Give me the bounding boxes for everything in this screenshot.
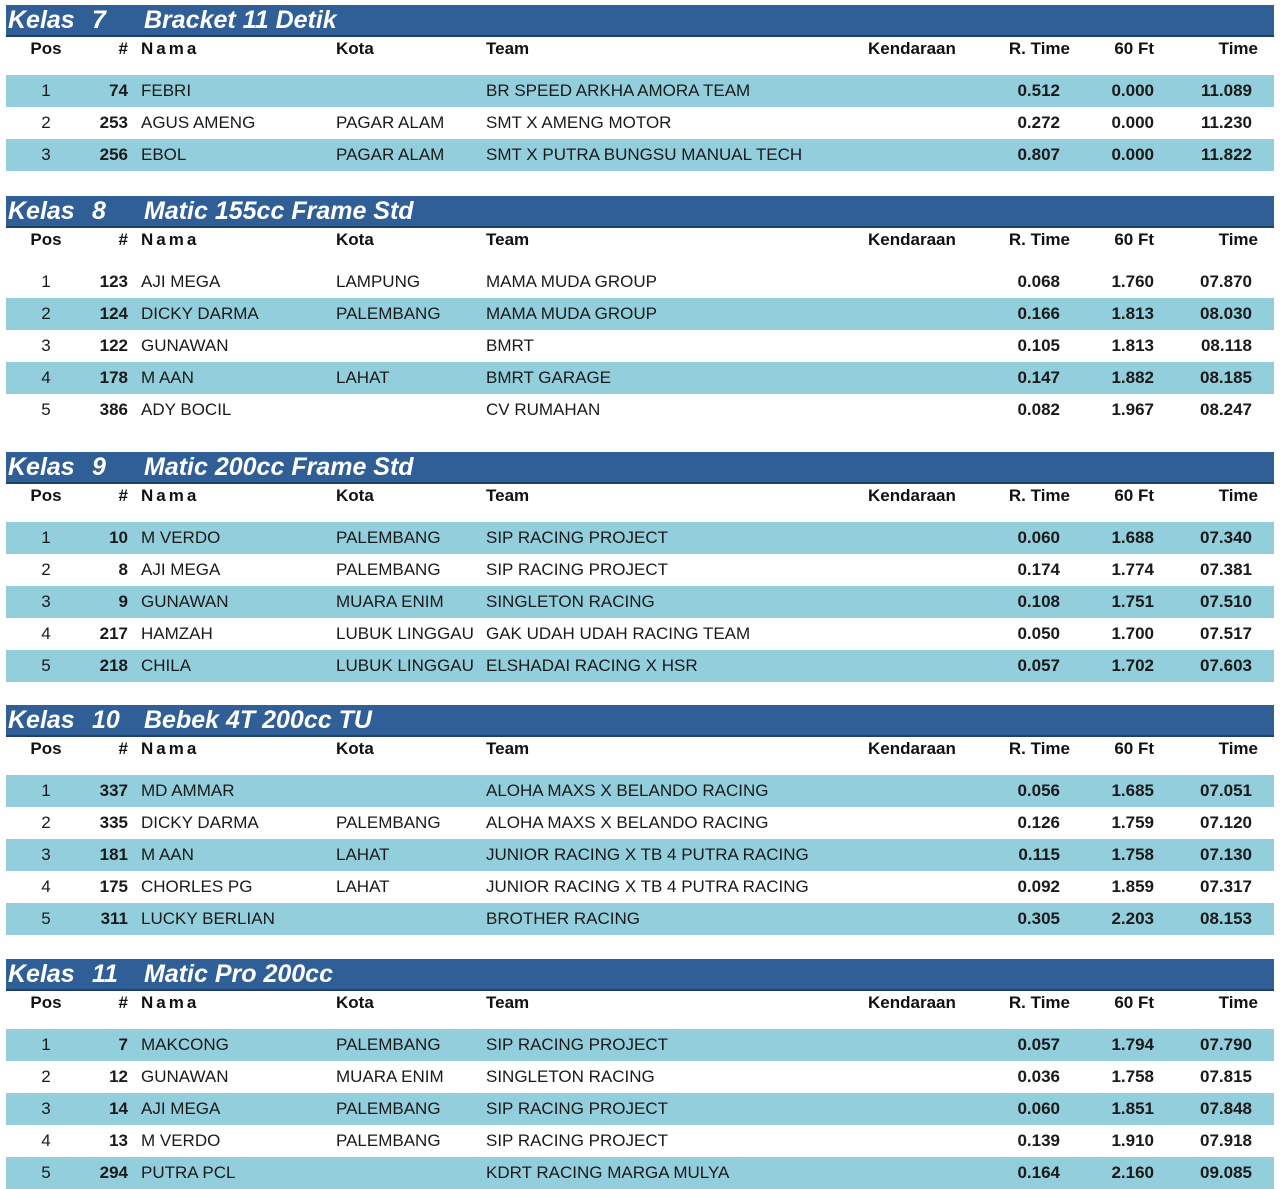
- cell-no: 9: [118, 592, 128, 611]
- cell-kota: LUBUK LINGGAU: [336, 624, 474, 643]
- cell-ft60: 1.700: [1111, 624, 1154, 643]
- cell-nama: EBOL: [141, 145, 187, 164]
- cell-time: 07.870: [1200, 272, 1252, 291]
- cell-nama: PUTRA PCL: [141, 1163, 236, 1182]
- table-row: [6, 1029, 1274, 1061]
- cell-ft60: 2.160: [1111, 1163, 1154, 1182]
- cell-rtime: 0.056: [1017, 781, 1060, 800]
- cell-ft60: 1.702: [1111, 656, 1154, 675]
- column-header-pos: Pos: [30, 739, 62, 758]
- column-header-kota: Kota: [336, 486, 374, 505]
- class-label: Kelas: [8, 706, 75, 734]
- cell-kota: PAGAR ALAM: [336, 113, 445, 132]
- table-row: [6, 586, 1274, 618]
- table-row: [6, 266, 1274, 298]
- cell-ft60: 1.774: [1111, 560, 1154, 579]
- results-rows: [6, 75, 1274, 171]
- cell-pos: 2: [41, 113, 51, 132]
- table-row: [6, 1125, 1274, 1157]
- cell-pos: 1: [41, 528, 51, 547]
- table-row: [6, 807, 1274, 839]
- column-header-time: Time: [1218, 993, 1258, 1012]
- column-header-kend: Kendaraan: [868, 39, 956, 58]
- table-row: [6, 1061, 1274, 1093]
- class-name: Matic Pro 200cc: [144, 960, 333, 988]
- cell-time: 11.822: [1200, 145, 1252, 164]
- class-section: [6, 452, 1274, 682]
- column-header-team: Team: [486, 993, 530, 1012]
- cell-ft60: 1.813: [1111, 336, 1154, 355]
- cell-rtime: 0.126: [1017, 813, 1060, 832]
- cell-team: ELSHADAI RACING X HSR: [486, 656, 698, 675]
- cell-ft60: 1.910: [1111, 1131, 1154, 1150]
- cell-team: SINGLETON RACING: [486, 592, 655, 611]
- column-header-pos: Pos: [30, 993, 62, 1012]
- column-header-row: [6, 37, 1274, 61]
- class-section: [6, 959, 1274, 1189]
- cell-nama: AJI MEGA: [141, 560, 221, 579]
- cell-time: 08.153: [1200, 909, 1252, 928]
- results-rows: [6, 1029, 1274, 1189]
- cell-kota: LAMPUNG: [336, 272, 421, 291]
- cell-team: SMT X AMENG MOTOR: [486, 113, 672, 132]
- cell-ft60: 1.859: [1111, 877, 1154, 896]
- column-header-kend: Kendaraan: [868, 739, 956, 758]
- cell-ft60: 1.688: [1111, 528, 1154, 547]
- cell-team: SIP RACING PROJECT: [486, 528, 668, 547]
- cell-ft60: 0.000: [1111, 145, 1154, 164]
- cell-nama: GUNAWAN: [141, 1067, 229, 1086]
- column-header-kota: Kota: [336, 39, 374, 58]
- cell-team: BR SPEED ARKHA AMORA TEAM: [486, 81, 751, 100]
- column-header-kota: Kota: [336, 230, 374, 249]
- column-header-nama: Nama: [141, 486, 200, 505]
- class-number: 11: [92, 960, 118, 988]
- class-section: [6, 705, 1274, 935]
- column-header-ft60: 60 Ft: [1114, 39, 1154, 58]
- table-row: [6, 839, 1274, 871]
- cell-no: 10: [109, 528, 128, 547]
- cell-kota: LAHAT: [336, 877, 390, 896]
- cell-no: 181: [99, 845, 128, 864]
- cell-rtime: 0.068: [1017, 272, 1060, 291]
- column-header-nama: Nama: [141, 739, 200, 758]
- cell-rtime: 0.057: [1017, 656, 1060, 675]
- cell-pos: 4: [41, 877, 51, 896]
- cell-pos: 2: [41, 560, 51, 579]
- cell-nama: ADY BOCIL: [141, 400, 232, 419]
- class-name: Matic 200cc Frame Std: [144, 453, 414, 481]
- cell-pos: 3: [41, 336, 51, 355]
- cell-nama: GUNAWAN: [141, 592, 229, 611]
- cell-no: 335: [99, 813, 128, 832]
- class-section: [6, 5, 1274, 171]
- column-header-rtime: R. Time: [1008, 39, 1070, 58]
- class-label: Kelas: [8, 453, 75, 481]
- cell-rtime: 0.050: [1017, 624, 1060, 643]
- table-row: [6, 522, 1274, 554]
- column-header-pos: Pos: [30, 230, 62, 249]
- cell-pos: 2: [41, 304, 51, 323]
- cell-team: ALOHA MAXS X BELANDO RACING: [486, 781, 769, 800]
- cell-pos: 2: [41, 813, 51, 832]
- cell-pos: 5: [41, 1163, 51, 1182]
- cell-team: BROTHER RACING: [486, 909, 640, 928]
- cell-ft60: 1.760: [1111, 272, 1154, 291]
- cell-rtime: 0.115: [1018, 845, 1060, 864]
- class-name: Bebek 4T 200cc TU: [144, 706, 372, 734]
- column-header-row: [6, 991, 1274, 1015]
- column-header-no: #: [118, 230, 128, 249]
- cell-pos: 1: [41, 272, 51, 291]
- column-header-time: Time: [1218, 39, 1258, 58]
- cell-kota: MUARA ENIM: [336, 1067, 444, 1086]
- column-header-row: [6, 484, 1274, 508]
- column-header-kend: Kendaraan: [868, 230, 956, 249]
- cell-kota: LAHAT: [336, 368, 390, 387]
- cell-ft60: 1.758: [1111, 1067, 1154, 1086]
- column-header-rtime: R. Time: [1008, 230, 1070, 249]
- cell-kota: PALEMBANG: [336, 813, 441, 832]
- cell-pos: 4: [41, 368, 51, 387]
- table-row: [6, 1093, 1274, 1125]
- cell-nama: AJI MEGA: [141, 1099, 221, 1118]
- cell-rtime: 0.512: [1017, 81, 1060, 100]
- cell-rtime: 0.092: [1017, 877, 1060, 896]
- cell-rtime: 0.060: [1017, 1099, 1060, 1118]
- cell-pos: 5: [41, 656, 51, 675]
- cell-kota: PALEMBANG: [336, 1131, 441, 1150]
- column-header-nama: Nama: [141, 230, 200, 249]
- column-header-team: Team: [486, 486, 530, 505]
- cell-nama: DICKY DARMA: [141, 813, 259, 832]
- cell-kota: PAGAR ALAM: [336, 145, 445, 164]
- cell-time: 08.247: [1200, 400, 1252, 419]
- cell-no: 294: [99, 1163, 128, 1182]
- class-label: Kelas: [8, 197, 75, 225]
- class-name: Bracket 11 Detik: [144, 6, 337, 34]
- column-header-nama: Nama: [141, 993, 200, 1012]
- cell-ft60: 1.813: [1111, 304, 1154, 323]
- cell-team: GAK UDAH UDAH RACING TEAM: [486, 624, 751, 643]
- cell-kota: PALEMBANG: [336, 560, 441, 579]
- cell-team: SIP RACING PROJECT: [486, 560, 668, 579]
- cell-no: 8: [118, 560, 128, 579]
- cell-rtime: 0.036: [1017, 1067, 1060, 1086]
- cell-team: MAMA MUDA GROUP: [486, 304, 657, 323]
- column-header-kend: Kendaraan: [868, 486, 956, 505]
- cell-rtime: 0.174: [1017, 560, 1060, 579]
- cell-ft60: 1.882: [1111, 368, 1154, 387]
- cell-no: 217: [99, 624, 128, 643]
- column-header-kota: Kota: [336, 739, 374, 758]
- cell-pos: 5: [41, 909, 51, 928]
- cell-time: 07.815: [1200, 1067, 1252, 1086]
- cell-time: 07.603: [1200, 656, 1252, 675]
- cell-time: 07.120: [1200, 813, 1252, 832]
- table-row: [6, 330, 1274, 362]
- cell-kota: PALEMBANG: [336, 304, 441, 323]
- column-header-kend: Kendaraan: [868, 993, 956, 1012]
- cell-kota: PALEMBANG: [336, 1099, 441, 1118]
- column-header-ft60: 60 Ft: [1114, 739, 1154, 758]
- results-rows: [6, 775, 1274, 935]
- cell-team: SIP RACING PROJECT: [486, 1099, 668, 1118]
- cell-team: JUNIOR RACING X TB 4 PUTRA RACING: [486, 845, 809, 864]
- cell-pos: 3: [41, 592, 51, 611]
- cell-no: 122: [99, 336, 128, 355]
- cell-ft60: 1.794: [1111, 1035, 1154, 1054]
- cell-time: 08.030: [1200, 304, 1252, 323]
- cell-kota: MUARA ENIM: [336, 592, 444, 611]
- cell-nama: M VERDO: [141, 1131, 221, 1150]
- column-header-ft60: 60 Ft: [1114, 230, 1154, 249]
- cell-nama: HAMZAH: [141, 624, 213, 643]
- cell-ft60: 1.967: [1111, 400, 1154, 419]
- cell-rtime: 0.057: [1017, 1035, 1060, 1054]
- cell-ft60: 1.851: [1111, 1099, 1154, 1118]
- cell-pos: 2: [41, 1067, 51, 1086]
- cell-nama: M AAN: [141, 845, 194, 864]
- table-row: [6, 871, 1274, 903]
- cell-rtime: 0.082: [1017, 400, 1060, 419]
- cell-no: 386: [99, 400, 128, 419]
- class-title-bar: [6, 5, 1274, 37]
- cell-time: 07.051: [1200, 781, 1252, 800]
- cell-rtime: 0.060: [1017, 528, 1060, 547]
- class-title-bar: [6, 196, 1274, 228]
- cell-rtime: 0.105: [1017, 336, 1060, 355]
- class-number: 10: [92, 706, 120, 734]
- class-label: Kelas: [8, 6, 75, 34]
- cell-rtime: 0.147: [1017, 368, 1060, 387]
- class-name: Matic 155cc Frame Std: [144, 197, 414, 225]
- cell-no: 14: [109, 1099, 128, 1118]
- column-header-pos: Pos: [30, 39, 62, 58]
- table-row: [6, 903, 1274, 935]
- cell-rtime: 0.272: [1017, 113, 1060, 132]
- column-header-no: #: [118, 39, 128, 58]
- column-header-team: Team: [486, 739, 530, 758]
- cell-no: 311: [100, 909, 128, 928]
- cell-nama: MAKCONG: [141, 1035, 229, 1054]
- class-section: [6, 196, 1274, 426]
- column-header-no: #: [118, 486, 128, 505]
- cell-pos: 3: [41, 145, 51, 164]
- column-header-time: Time: [1218, 739, 1258, 758]
- cell-time: 07.510: [1200, 592, 1252, 611]
- cell-pos: 5: [41, 400, 51, 419]
- column-header-no: #: [118, 739, 128, 758]
- cell-nama: MD AMMAR: [141, 781, 235, 800]
- cell-ft60: 1.685: [1111, 781, 1154, 800]
- cell-time: 11.089: [1200, 81, 1252, 100]
- class-number: 9: [92, 453, 106, 481]
- cell-pos: 1: [41, 781, 51, 800]
- cell-rtime: 0.108: [1017, 592, 1060, 611]
- class-label: Kelas: [8, 960, 75, 988]
- cell-nama: AJI MEGA: [141, 272, 221, 291]
- cell-team: JUNIOR RACING X TB 4 PUTRA RACING: [486, 877, 809, 896]
- cell-no: 123: [99, 272, 128, 291]
- cell-team: BMRT GARAGE: [486, 368, 612, 387]
- column-header-ft60: 60 Ft: [1114, 993, 1154, 1012]
- column-header-no: #: [118, 993, 128, 1012]
- column-header-row: [6, 737, 1274, 761]
- cell-kota: PALEMBANG: [336, 1035, 441, 1054]
- cell-time: 07.130: [1200, 845, 1252, 864]
- cell-no: 12: [109, 1067, 128, 1086]
- table-row: [6, 650, 1274, 682]
- cell-nama: M AAN: [141, 368, 194, 387]
- table-row: [6, 618, 1274, 650]
- cell-rtime: 0.807: [1017, 145, 1060, 164]
- cell-time: 07.517: [1200, 624, 1252, 643]
- cell-time: 08.185: [1200, 368, 1252, 387]
- results-rows: [6, 522, 1274, 682]
- cell-nama: GUNAWAN: [141, 336, 229, 355]
- table-row: [6, 298, 1274, 330]
- cell-team: SIP RACING PROJECT: [486, 1131, 668, 1150]
- cell-kota: LAHAT: [336, 845, 390, 864]
- cell-no: 256: [99, 145, 128, 164]
- cell-time: 07.848: [1200, 1099, 1252, 1118]
- cell-no: 337: [99, 781, 128, 800]
- cell-pos: 1: [41, 1035, 51, 1054]
- cell-time: 07.790: [1200, 1035, 1252, 1054]
- column-header-ft60: 60 Ft: [1114, 486, 1154, 505]
- cell-team: BMRT: [486, 336, 534, 355]
- cell-ft60: 0.000: [1111, 113, 1154, 132]
- column-header-team: Team: [486, 39, 530, 58]
- table-row: [6, 107, 1274, 139]
- cell-pos: 4: [41, 624, 51, 643]
- results-rows: [6, 266, 1274, 426]
- cell-ft60: 1.758: [1111, 845, 1154, 864]
- cell-nama: M VERDO: [141, 528, 221, 547]
- class-number: 8: [92, 197, 106, 225]
- table-row: [6, 139, 1274, 171]
- cell-no: 124: [99, 304, 128, 323]
- column-header-row: [6, 228, 1274, 252]
- cell-rtime: 0.166: [1017, 304, 1060, 323]
- cell-time: 07.340: [1200, 528, 1252, 547]
- column-header-nama: Nama: [141, 39, 200, 58]
- table-row: [6, 1157, 1274, 1189]
- cell-pos: 3: [41, 845, 51, 864]
- cell-ft60: 2.203: [1111, 909, 1154, 928]
- cell-time: 07.918: [1200, 1131, 1252, 1150]
- cell-nama: CHORLES PG: [141, 877, 253, 896]
- cell-rtime: 0.139: [1017, 1131, 1060, 1150]
- cell-rtime: 0.164: [1017, 1163, 1060, 1182]
- cell-nama: FEBRI: [141, 81, 192, 100]
- cell-time: 07.381: [1200, 560, 1252, 579]
- table-row: [6, 394, 1274, 426]
- column-header-kota: Kota: [336, 993, 374, 1012]
- cell-no: 175: [99, 877, 128, 896]
- class-number: 7: [92, 6, 106, 34]
- column-header-team: Team: [486, 230, 530, 249]
- cell-team: SMT X PUTRA BUNGSU MANUAL TECH: [486, 145, 803, 164]
- table-row: [6, 554, 1274, 586]
- cell-time: 11.230: [1200, 113, 1252, 132]
- cell-time: 09.085: [1200, 1163, 1252, 1182]
- column-header-rtime: R. Time: [1008, 993, 1070, 1012]
- cell-nama: LUCKY BERLIAN: [141, 909, 275, 928]
- cell-time: 08.118: [1200, 336, 1252, 355]
- cell-nama: AGUS AMENG: [141, 113, 256, 132]
- cell-no: 7: [118, 1035, 128, 1054]
- cell-ft60: 0.000: [1111, 81, 1154, 100]
- cell-time: 07.317: [1200, 877, 1252, 896]
- cell-ft60: 1.751: [1111, 592, 1154, 611]
- cell-pos: 1: [41, 81, 51, 100]
- column-header-time: Time: [1218, 230, 1258, 249]
- column-header-pos: Pos: [30, 486, 62, 505]
- cell-rtime: 0.305: [1017, 909, 1060, 928]
- column-header-rtime: R. Time: [1008, 739, 1070, 758]
- cell-pos: 3: [41, 1099, 51, 1118]
- table-row: [6, 775, 1274, 807]
- cell-team: SIP RACING PROJECT: [486, 1035, 668, 1054]
- cell-team: MAMA MUDA GROUP: [486, 272, 657, 291]
- cell-pos: 4: [41, 1131, 51, 1150]
- cell-no: 253: [99, 113, 128, 132]
- cell-no: 74: [109, 81, 128, 100]
- table-row: [6, 362, 1274, 394]
- cell-nama: CHILA: [141, 656, 192, 675]
- cell-team: KDRT RACING MARGA MULYA: [486, 1163, 730, 1182]
- cell-no: 13: [109, 1131, 128, 1150]
- cell-kota: PALEMBANG: [336, 528, 441, 547]
- column-header-time: Time: [1218, 486, 1258, 505]
- cell-kota: LUBUK LINGGAU: [336, 656, 474, 675]
- cell-no: 178: [99, 368, 128, 387]
- table-row: [6, 75, 1274, 107]
- cell-team: CV RUMAHAN: [486, 400, 601, 419]
- class-title-bar: [6, 959, 1274, 991]
- cell-team: SINGLETON RACING: [486, 1067, 655, 1086]
- cell-team: ALOHA MAXS X BELANDO RACING: [486, 813, 769, 832]
- class-title-bar: [6, 705, 1274, 737]
- cell-nama: DICKY DARMA: [141, 304, 259, 323]
- cell-ft60: 1.759: [1111, 813, 1154, 832]
- column-header-rtime: R. Time: [1008, 486, 1070, 505]
- cell-no: 218: [99, 656, 128, 675]
- class-title-bar: [6, 452, 1274, 484]
